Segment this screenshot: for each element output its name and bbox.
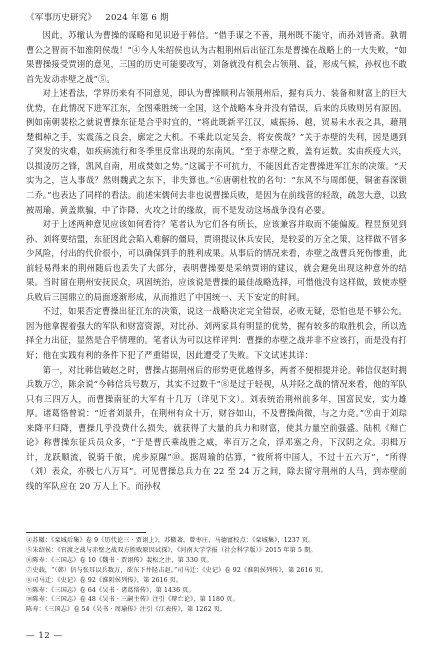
footnote: ⑥陈寿：《三国志》卷 10《魏书 · 贾诩传》裴松之注，第 330 页。 — [26, 556, 213, 564]
paragraph: 不过，如果否定曹操出征江东的决策，说这一战略决定完全错误，必败无疑，恐怕也是不够公允。因为他拿握着强大的军队和财富资源，对比孙、刘两家具有明显的优势，握有较多的取胜机会，所以选择全力出征，显然是合乎情理的。笔者认为可以这样评判：曹操的赤壁之战并非不应该打，而是没有打好；他在实践有利的条件下犯了严重错误，因此遭受了失败。下文试述其详： — [26, 306, 407, 361]
footnote: ⑤朱绍侯：《官渡之战与赤壁之战双方胜败原因试探》，《河南大学学报（社会科学版）》2015 年第 5 期。 — [26, 546, 317, 554]
paragraph: 对上述看法，学界历来有不同意见，即认为曹操顺利占领荆州后，握有兵力、装备和财富上的巨大优势，在此情况下进军江东，全图乘胜统一全国，这个战略本身并没有错误，后来的兵败则另有原因。例如南朝裴松之就说曹操东征是合乎时宜的，“将此既新平江汉，威振扬、越，贸易未水表之具，藉荆楚楫棹之手，实震荡之良会，廓定之大机。不乘此以定吴会，将安俟哉？”关于赤壁的失利，因是遇到了突发的灾难，如疾病流行和冬季里反常出现的东南风。“至于赤壁之败，盖有运数。实由疾疫大兴，以损凌厉之锋，凯风自南，用成焚如之势。”这属于不可抗力，不能因此否定曹操进军江东的决策。“天实为之，岂人事哉？然则魏武之东下，非失算也。”⑥唐朝杜牧的名句：“东风不与周郎便，铜雀春深锁二乔。”也表达了同样的看法。前述宋儒何去非也说曹操兵败，是因为在前线营的轻敌，疏忽大意，以致被周瑜、黄盖欺骗，中了诈降、火攻之计的缘故，而不是发动这场战争没有必要。 — [26, 88, 407, 215]
paragraph: 因此，苏辙认为曹操的谋略和见识逊于韩信。“借手谋之不善，荆州既不能守，而孙刘皆斋。孰谓曹公之智而不如淮阴侯哉！”④今人朱绍侯也认为古粗荆州后出征江东是曹操在战略上的一大失败，“如果曹操接受贾诩的意见，三国的历史可能要改写，刘备就没有机会占领荆、益，形成气候，孙权也不敢首先发动赤壁之战”⑤。 — [26, 30, 407, 84]
footnote-divider — [26, 532, 146, 533]
running-header — [26, 11, 175, 23]
footnote: ⑦史载，“（韩）信与张耳以兵数万，欲东下井陉击赵。”司马迁：《史记》卷 92《淮阴侯列传》，第 2616 页。 — [26, 566, 328, 574]
page-number: — 12 — — [26, 631, 63, 641]
footnote: 陈寿：《三国志》卷 54《吴书 · 周瑜传》注引《江表传》，第 1262 页。 — [26, 606, 227, 614]
footnote: ④苏辙：《栾城后集》卷 9《历代论三 · 贾诩上》，苏辙著，曾枣庄、马德富校点：《栾城集》，1237 页。 — [26, 537, 315, 544]
footnote: ⑨陈寿：《三国志》卷 64《吴书 · 诸葛恪传》，第 1436 页。 — [26, 586, 195, 594]
journal-title: 《军事历史研究》 — [26, 13, 97, 23]
paragraph: 第一，对比韩信破赵之时，曹操占据荆州后的形势更优越得多，两者不便相提并论。韩信仅赵时拥兵数万⑦，陈余说“今韩信兵号数万，其实不过数千”⑧是过于轻视，从并陉之战的情况来看，他的军队只有三四万人，而曹操南征的大军有十几万（详见下文）。刘表统治荆州前多年，国富民安，实力雄厚。诸葛恪曾说：“近者刘景升，在荆州有众十万，财谷如山，不及曹操尚微，与之力竞。”⑨由于刘琮来降平归降，曹操几乎没费什么损失，就获得了大量的兵力和财富，使其力量空前强盛。陆机《辩亡论》称曹操东征兵员众多，“于是曹氏乘战胜之威，率百万之众，浮邓塞之舟，下汉阴之众。羽楫万计，龙跃顺流，锐骑千旅，虎步原隰”⑩。据周瑜的估算，“彼所将中国人，不过十五六万”，“所得（刘）表众，亦极七八万耳”。可见曹操总兵力在 22 至 24 万之间，除去留守荆州的人马，到赤壁前线的军队应在 20 万人上下。而孙权 — [26, 364, 407, 491]
issue-label: 2024 年第 6 期 — [105, 13, 169, 23]
article-body — [26, 28, 407, 494]
footnote: ⑧司马迁：《史记》卷 92《淮阴侯列传》，第 2616 页。 — [26, 576, 183, 584]
footnotes — [26, 536, 407, 615]
paragraph: 对于上述两种意见应该如何看待？笔者认为它们各有所长，应该兼容并取而不能偏废。程昱预见到孙、刘将要结盟，东征因此会陷入难解的僵局，贾诩提议休兵安民，是较妥的万全之策，这样做不冒多少风险，付出的代价很小，可以确保到手的胜利成果。从事后的情况来看，赤壁之战曹兵死伤惨重，此前轻易得来的荆州随后也丢失了大部分，表明曹操要是采纳贾诩的建议，就会避免出现这种意外的结果。当时留在荆州安抚民众，巩固统治，应该说是曹操的最佳战略选择，可惜他没有这样做，致使赤壁兵败后三国鼎立的局面逐渐形成，从而推迟了中国统一、天下安定的时间。 — [26, 219, 407, 302]
footnote: ⑩陈寿：《三国志》卷 48《吴书 · 三嗣主传》注引《辩亡论》，第 1180 页。 — [26, 596, 239, 604]
